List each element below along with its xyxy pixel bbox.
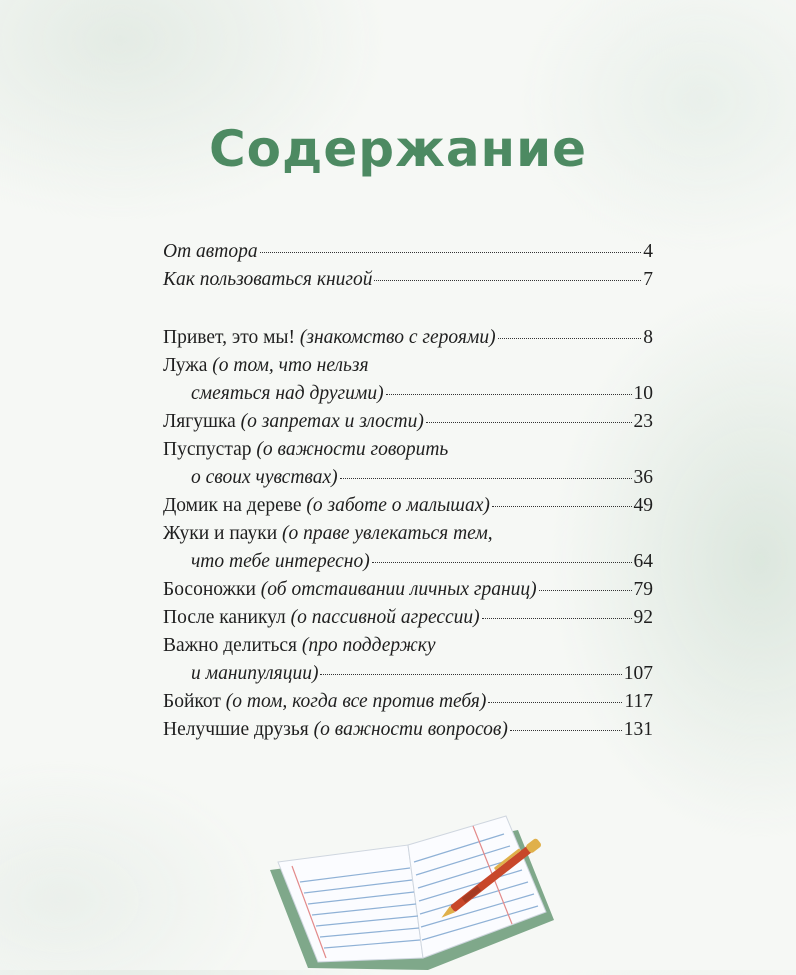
dot-leader xyxy=(539,590,632,591)
chapter-subtitle: (знакомство с героями) xyxy=(299,327,496,348)
chapter-subtitle: (о праве увлекаться тем, xyxy=(282,523,493,544)
toc-page-number: 7 xyxy=(643,269,653,290)
chapter-title: Нелучшие друзья xyxy=(163,719,314,740)
chapter-subtitle: смеяться над другими) xyxy=(191,383,384,404)
toc-page-number: 8 xyxy=(643,327,653,348)
toc-page-number: 49 xyxy=(633,495,653,516)
toc-page-number: 4 xyxy=(643,241,653,262)
dot-leader xyxy=(482,618,632,619)
toc-page-number: 36 xyxy=(633,467,653,488)
dot-leader xyxy=(340,478,632,479)
toc-entry-chapter[interactable] xyxy=(163,604,653,632)
chapter-subtitle: (о том, когда все против тебя) xyxy=(225,691,487,712)
toc-page-number: 92 xyxy=(633,607,653,628)
open-notebook-with-pen-icon xyxy=(268,800,558,970)
chapter-subtitle: (о важности говорить xyxy=(256,439,449,460)
chapter-title: Домик на дереве xyxy=(163,495,307,516)
toc-entry-continuation[interactable] xyxy=(163,548,653,576)
chapter-subtitle: и манипуляции) xyxy=(191,663,319,684)
page-title: Содержание xyxy=(208,120,588,178)
chapter-subtitle: о своих чувствах) xyxy=(191,467,338,488)
chapter-title: Босоножки xyxy=(163,579,261,600)
chapter-subtitle: (об отстаивании личных границ) xyxy=(260,579,537,600)
dot-leader xyxy=(510,730,622,731)
chapter-title: После каникул xyxy=(163,607,291,628)
toc-entry-chapter[interactable] xyxy=(163,436,653,464)
toc-page-number: 107 xyxy=(623,663,653,684)
toc-entry-title: Как пользоваться книгой xyxy=(163,269,373,290)
toc-entry-chapter[interactable] xyxy=(163,324,653,352)
chapter-title: Пуспустар xyxy=(163,439,257,460)
notebook-illustration xyxy=(268,800,558,970)
dot-leader xyxy=(260,252,642,253)
chapter-title: Привет, это мы! xyxy=(163,327,300,348)
chapter-subtitle: (про поддержку xyxy=(301,635,436,656)
toc-entry-chapter[interactable] xyxy=(163,352,653,380)
dot-leader xyxy=(320,674,621,675)
toc-page-number: 117 xyxy=(624,691,653,712)
toc-entry-chapter[interactable] xyxy=(163,716,653,744)
toc-page-number: 23 xyxy=(633,411,653,432)
chapter-subtitle: (о заботе о малышах) xyxy=(306,495,490,516)
toc-page-number: 64 xyxy=(633,551,653,572)
chapter-title: Важно делиться xyxy=(163,635,302,656)
dot-leader xyxy=(386,394,632,395)
dot-leader xyxy=(492,506,632,507)
toc-entry-chapter[interactable] xyxy=(163,688,653,716)
toc-entry-chapter[interactable] xyxy=(163,576,653,604)
toc-entry-chapter[interactable] xyxy=(163,492,653,520)
chapter-subtitle: что тебе интересно) xyxy=(191,551,370,572)
toc-page-number: 131 xyxy=(623,719,653,740)
chapter-subtitle: (о том, что нельзя xyxy=(212,355,369,376)
toc-page-number: 10 xyxy=(633,383,653,404)
toc-entry-continuation[interactable] xyxy=(163,660,653,688)
toc-entry-continuation[interactable] xyxy=(163,464,653,492)
toc-entry-intro[interactable] xyxy=(163,238,653,266)
toc-entry-intro[interactable] xyxy=(163,266,653,294)
toc-page-number: 79 xyxy=(633,579,653,600)
chapter-title: Жуки и пауки xyxy=(163,523,282,544)
toc-entry-continuation[interactable] xyxy=(163,380,653,408)
chapter-title: Лужа xyxy=(163,355,213,376)
section-gap xyxy=(163,294,653,324)
chapter-title: Бойкот xyxy=(163,691,226,712)
toc-entry-title: От автора xyxy=(163,241,258,262)
chapter-subtitle: (о запретах и злости) xyxy=(240,411,424,432)
table-of-contents xyxy=(163,238,653,744)
chapter-subtitle: (о пассивной агрессии) xyxy=(290,607,480,628)
dot-leader xyxy=(498,338,642,339)
dot-leader xyxy=(374,280,641,281)
chapter-subtitle: (о важности вопросов) xyxy=(313,719,508,740)
dot-leader xyxy=(426,422,632,423)
toc-entry-chapter[interactable] xyxy=(163,408,653,436)
dot-leader xyxy=(372,562,632,563)
dot-leader xyxy=(488,702,622,703)
toc-entry-chapter[interactable] xyxy=(163,520,653,548)
toc-entry-chapter[interactable] xyxy=(163,632,653,660)
chapter-title: Лягушка xyxy=(163,411,241,432)
